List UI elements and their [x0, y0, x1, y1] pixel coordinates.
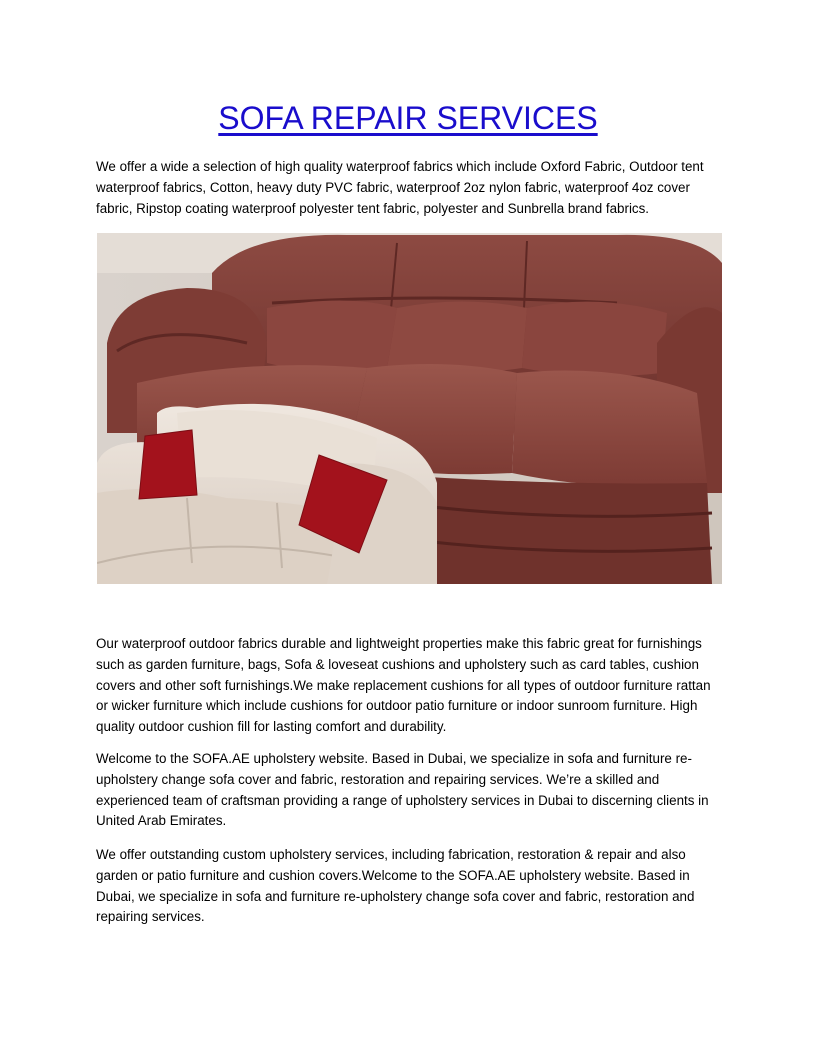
- intro-paragraph: We offer a wide a selection of high quality waterproof fabrics which include Oxford Fabric, Outdoor tent waterproof fabrics, Cotton, heavy duty PVC fabric, waterproof 2oz nylon fabric, waterproof 4oz cover fabric, Ripstop coating waterproof polyester tent fabric, polyester and Sunbrella brand fabrics.: [96, 159, 704, 216]
- services-paragraph: We offer outstanding custom upholstery services, including fabrication, restoration & repair and also garden or patio furniture and cushion covers.Welcome to the SOFA.AE upholstery website. Based in Dubai, we specialize in sofa and furniture re-upholstery change sofa cover and fabric, restoration and repairing services.: [96, 847, 695, 925]
- welcome-paragraph: Welcome to the SOFA.AE upholstery website. Based in Dubai, we specialize in sofa and furniture re-upholstery change sofa cover and fabric, restoration and repairing services. We’re a skilled and experienced team of craftsman providing a range of upholstery services in Dubai to discerning clients in United Arab Emirates.: [96, 751, 709, 829]
- title-link[interactable]: SOFA REPAIR SERVICES: [218, 100, 598, 136]
- sofa-photo: [97, 233, 722, 584]
- page-title: [0, 96, 816, 140]
- fabrics-paragraph: Our waterproof outdoor fabrics durable and lightweight properties make this fabric great for furnishings such as garden furniture, bags, Sofa & loveseat cushions and upholstery such as card tables, cushion covers and other soft furnishings.We make replacement cushions for all types of outdoor furniture rattan or wicker furniture which include cushions for outdoor patio furniture or indoor sunroom furniture. High quality outdoor cushion fill for lasting comfort and durability.: [96, 636, 711, 735]
